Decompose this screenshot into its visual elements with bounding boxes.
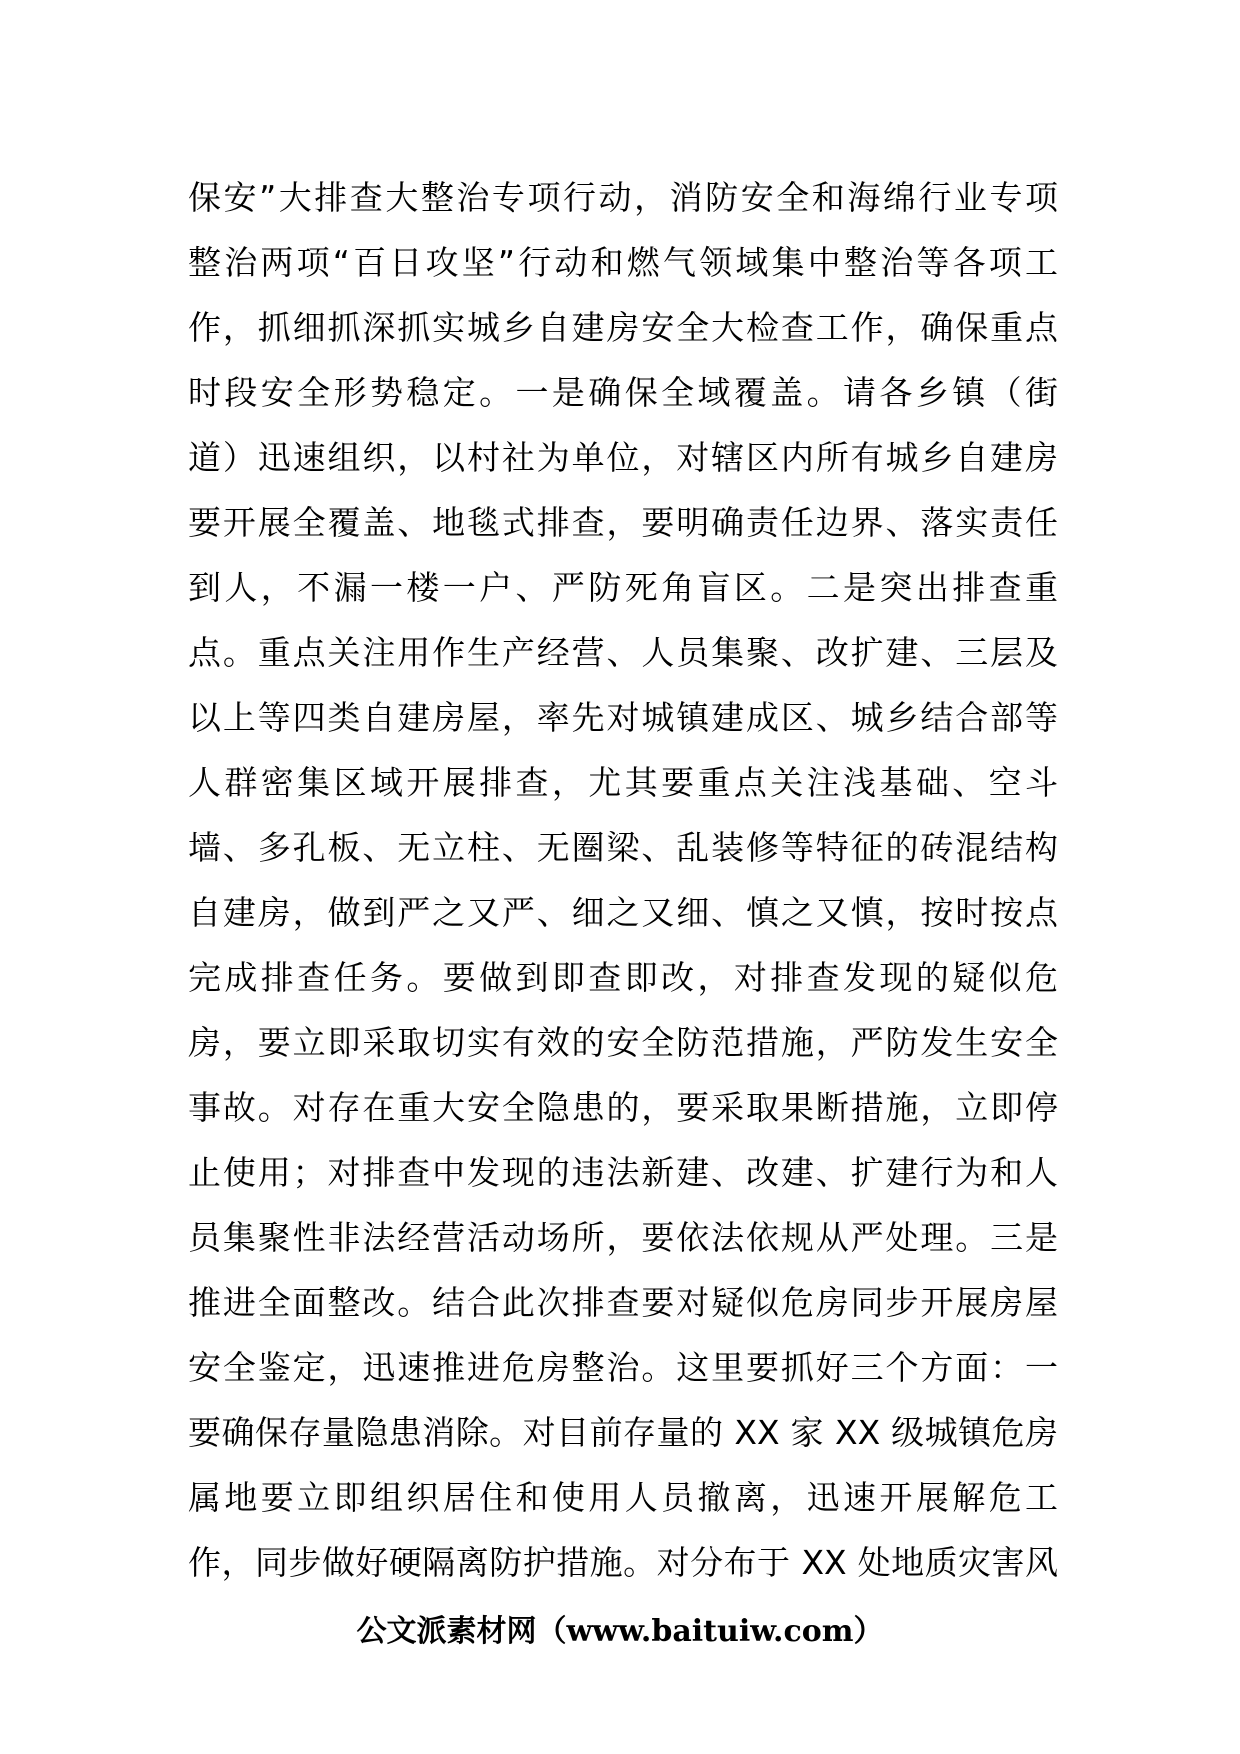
text-line: 止使用；对排查中发现的违法新建、改建、扩建行为和人 (188, 1153, 1058, 1192)
text-line: 推进全面整改。结合此次排查要对疑似危房同步开展房屋 (188, 1283, 1058, 1322)
text-line: 整治两项“百日攻坚”行动和燃气领域集中整治等各项工 (188, 243, 1058, 282)
text-line: 安全鉴定，迅速推进危房整治。这里要抓好三个方面：一 (188, 1348, 1058, 1387)
text-line: 属地要立即组织居住和使用人员撤离，迅速开展解危工 (188, 1478, 1058, 1517)
text-line: 到人，不漏一楼一户、严防死角盲区。二是突出排查重 (188, 568, 1058, 607)
footer-watermark: 公文派素材网（www.baituiw.com） (356, 1614, 884, 1649)
text-line: 人群密集区域开展排查，尤其要重点关注浅基础、空斗 (188, 763, 1058, 802)
text-line: 作，同步做好硬隔离防护措施。对分布于 XX 处地质灾害风 (188, 1543, 1058, 1582)
text-line: 时段安全形势稳定。一是确保全域覆盖。请各乡镇（街 (188, 373, 1058, 412)
text-line: 墙、多孔板、无立柱、无圈梁、乱装修等特征的砖混结构 (188, 828, 1058, 867)
text-line: 事故。对存在重大安全隐患的，要采取果断措施，立即停 (188, 1088, 1058, 1127)
text-line: 保安”大排查大整治专项行动，消防安全和海绵行业专项 (188, 178, 1058, 217)
text-line: 完成排查任务。要做到即查即改，对排查发现的疑似危 (188, 958, 1058, 997)
body-text (188, 165, 1058, 1595)
text-line: 房，要立即采取切实有效的安全防范措施，严防发生安全 (188, 1023, 1058, 1062)
text-line: 以上等四类自建房屋，率先对城镇建成区、城乡结合部等 (188, 698, 1058, 737)
text-line: 员集聚性非法经营活动场所，要依法依规从严处理。三是 (188, 1218, 1058, 1257)
text-line: 作，抓细抓深抓实城乡自建房安全大检查工作，确保重点 (188, 308, 1058, 347)
text-line: 点。重点关注用作生产经营、人员集聚、改扩建、三层及 (188, 633, 1058, 672)
text-line: 自建房，做到严之又严、细之又细、慎之又慎，按时按点 (188, 893, 1058, 932)
text-line: 要开展全覆盖、地毯式排查，要明确责任边界、落实责任 (188, 503, 1058, 542)
text-line: 要确保存量隐患消除。对目前存量的 XX 家 XX 级城镇危房 (188, 1413, 1058, 1452)
text-line: 道）迅速组织，以村社为单位，对辖区内所有城乡自建房 (188, 438, 1058, 477)
